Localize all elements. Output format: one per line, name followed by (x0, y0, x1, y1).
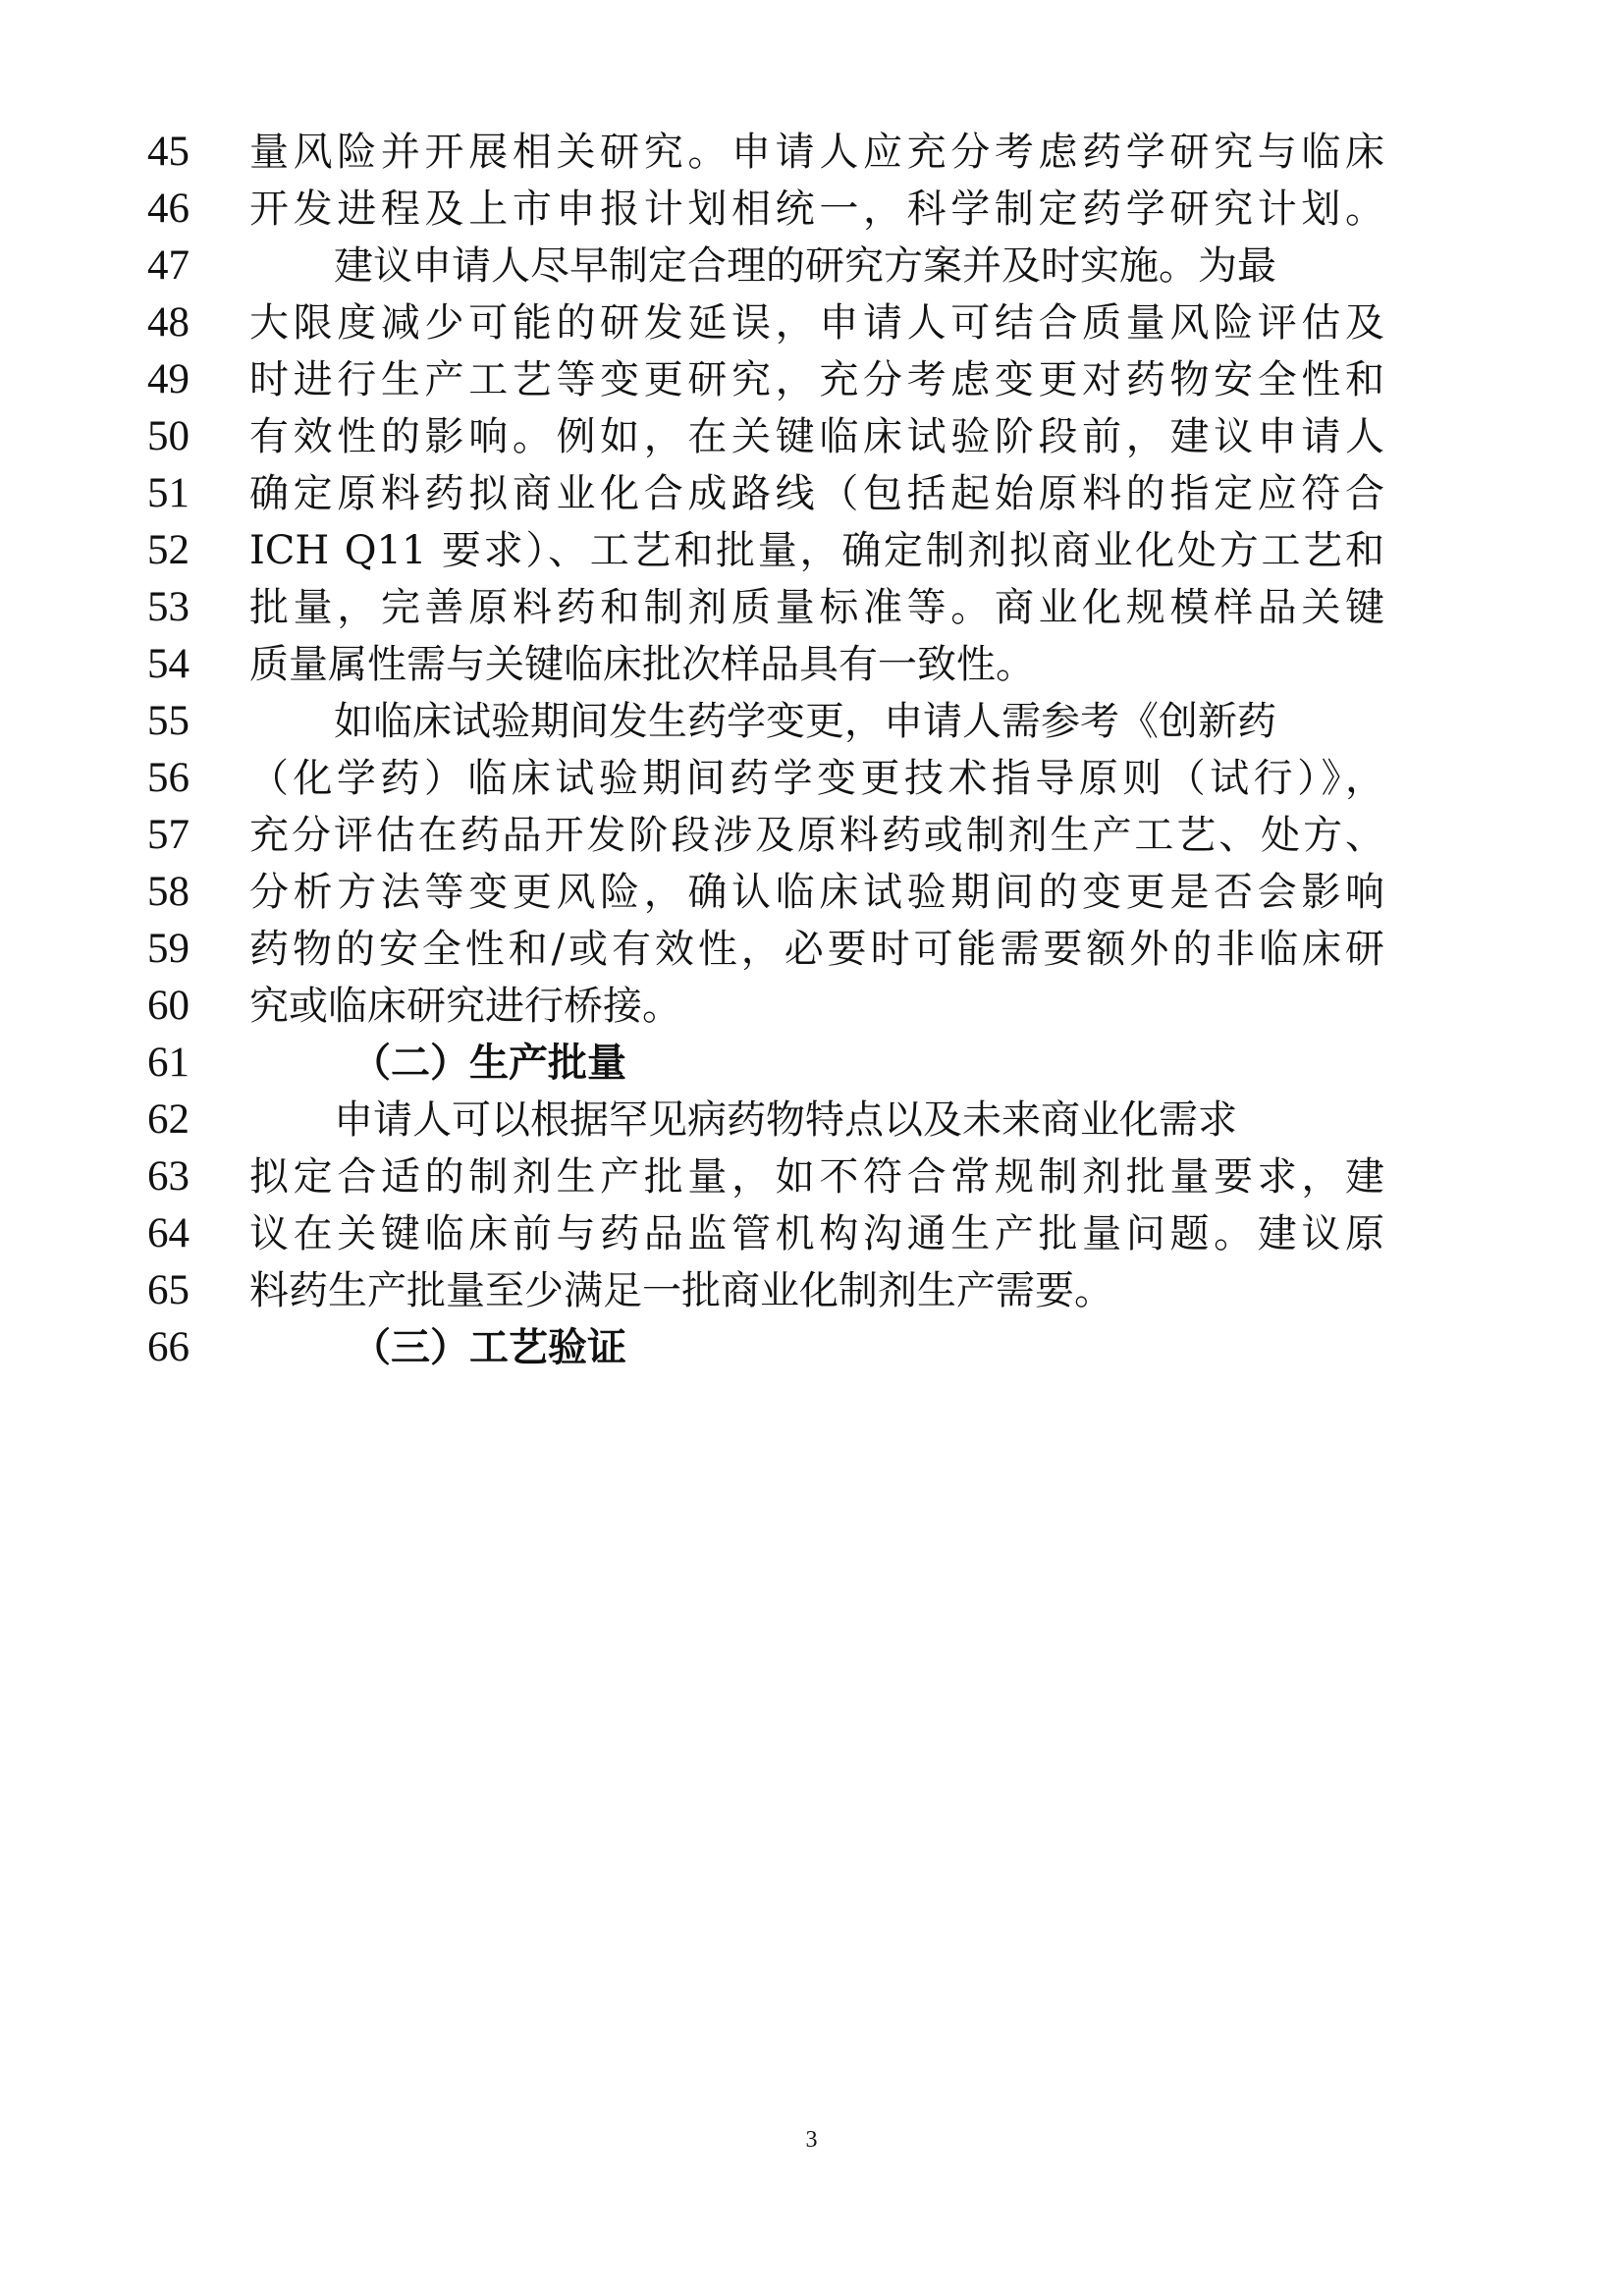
text-line (0, 578, 1623, 637)
page-number: 3 (805, 2127, 818, 2153)
line-number: 47 (147, 242, 189, 289)
line-text: 分析方法等变更风险，确认临床试验期间的变更是否会影响 (249, 870, 1384, 915)
line-text: （化学药）临床试验期间药学变更技术指导原则（试行）》， (249, 756, 1384, 801)
line-number: 50 (147, 413, 189, 459)
text-line (0, 692, 1623, 751)
line-text: 申请人可以根据罕见病药物特点以及未来商业化需求 (334, 1097, 1237, 1143)
line-text: 究或临床研究进行桥接。 (249, 984, 681, 1029)
line-text: 议在关键临床前与药品监管机构沟通生产批量问题。建议原 (249, 1211, 1384, 1256)
text-line (0, 635, 1623, 694)
line-number: 62 (147, 1096, 189, 1143)
line-text: 量风险并开展相关研究。申请人应充分考虑药学研究与临床 (249, 130, 1384, 175)
line-text: ICH Q11 要求）、工艺和批量，确定制剂拟商业化处方工艺和 (249, 528, 1384, 573)
text-line (0, 350, 1623, 409)
line-number: 45 (147, 129, 189, 175)
text-line (0, 749, 1623, 808)
section-heading: （二）生产批量 (352, 1040, 626, 1086)
text-line (0, 977, 1623, 1036)
line-number: 53 (147, 584, 189, 630)
text-line (0, 123, 1623, 182)
line-number: 48 (147, 299, 189, 346)
line-text: 时进行生产工艺等变更研究，充分考虑变更对药物安全性和 (249, 357, 1384, 402)
text-line (0, 1261, 1623, 1320)
text-line (0, 1148, 1623, 1206)
line-number: 66 (147, 1324, 189, 1370)
text-line (0, 1204, 1623, 1263)
line-text: 质量属性需与关键临床批次样品具有一致性。 (249, 642, 1035, 687)
text-line (0, 1091, 1623, 1149)
line-text: 批量，完善原料药和制剂质量标准等。商业化规模样品关键 (249, 585, 1384, 630)
line-number: 54 (147, 641, 189, 687)
text-line (0, 464, 1623, 523)
line-number: 51 (147, 470, 189, 516)
line-number: 63 (147, 1153, 189, 1200)
line-text: 开发进程及上市申报计划相统一，科学制定药学研究计划。 (249, 187, 1384, 232)
text-line (0, 237, 1623, 295)
section-heading-line (0, 1034, 1623, 1093)
line-number: 64 (147, 1210, 189, 1256)
line-text: 拟定合适的制剂生产批量，如不符合常规制剂批量要求，建 (249, 1154, 1384, 1200)
text-line (0, 521, 1623, 580)
line-text: 如临床试验期间发生药学变更，申请人需参考《创新药 (334, 699, 1276, 744)
line-number: 59 (147, 926, 189, 972)
line-text: 料药生产批量至少满足一批商业化制剂生产需要。 (249, 1268, 1113, 1313)
line-number: 56 (147, 755, 189, 801)
line-number: 58 (147, 869, 189, 915)
text-line (0, 180, 1623, 239)
line-number: 61 (147, 1040, 189, 1086)
line-number: 49 (147, 356, 189, 402)
line-number: 55 (147, 698, 189, 744)
line-text: 大限度减少可能的研发延误，申请人可结合质量风险评估及 (249, 300, 1384, 346)
text-line (0, 863, 1623, 922)
line-number: 60 (147, 983, 189, 1029)
line-number: 52 (147, 527, 189, 573)
text-line (0, 407, 1623, 466)
line-text: 充分评估在药品开发阶段涉及原料药或制剂生产工艺、处方、 (249, 813, 1384, 858)
text-line (0, 920, 1623, 979)
line-number: 65 (147, 1267, 189, 1313)
line-text: 确定原料药拟商业化合成路线（包括起始原料的指定应符合 (249, 471, 1384, 516)
text-line (0, 294, 1623, 352)
text-line (0, 806, 1623, 865)
section-heading: （三）工艺验证 (352, 1324, 626, 1370)
line-number: 57 (147, 812, 189, 858)
line-number: 46 (147, 186, 189, 232)
section-heading-line (0, 1318, 1623, 1377)
line-text: 有效性的影响。例如，在关键临床试验阶段前，建议申请人 (249, 414, 1384, 459)
line-text: 建议申请人尽早制定合理的研究方案并及时实施。为最 (334, 243, 1276, 289)
line-text: 药物的安全性和/或有效性，必要时可能需要额外的非临床研 (249, 927, 1384, 972)
